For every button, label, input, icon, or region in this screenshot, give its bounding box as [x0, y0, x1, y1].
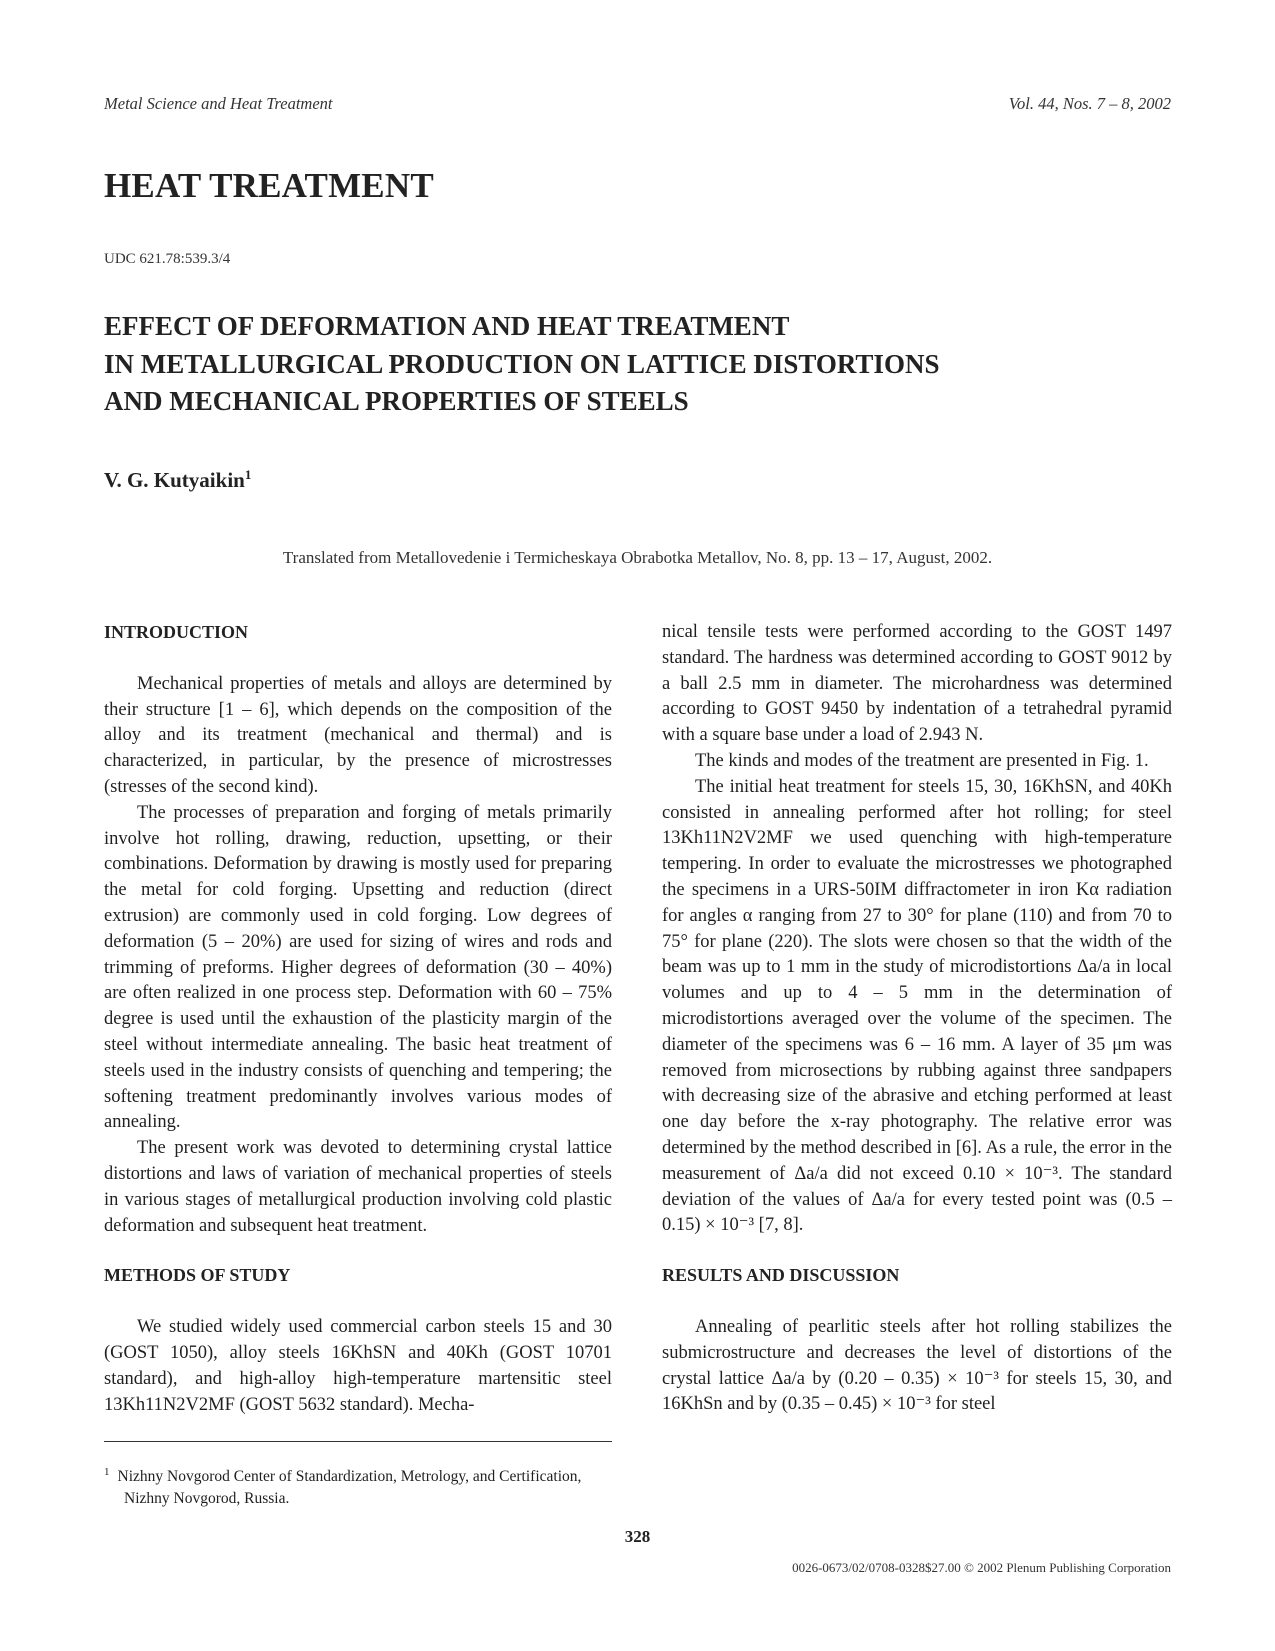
- author-footnote-mark: 1: [244, 467, 252, 482]
- article-title-line: EFFECT OF DEFORMATION AND HEAT TREATMENT: [104, 311, 790, 341]
- right-column: [662, 620, 1172, 1418]
- paragraph: The processes of preparation and forging of metals primarily involve hot rolling, drawing, reduction, upsetting, or their combinations. Deformation by drawing is mostly used for preparing the metal for cold forging. Upsetting and reduction (direct extrusion) are commonly used in cold forging. Low degrees of deformation (5 – 20%) are used for sizing of wires and rods and trimming of preforms. Higher degrees of deformation (30 – 40%) are often realized in one process step. Deformation with 60 – 75% degree is used until the exhaustion of the plasticity margin of the steel without intermediate annealing. The basic heat treatment of steels used in the industry consists of quenching and tempering; the softening treatment predominantly involves various modes of annealing.: [104, 802, 612, 1133]
- volume-info: Vol. 44, Nos. 7 – 8, 2002: [1008, 94, 1171, 113]
- paragraph: Annealing of pearlitic steels after hot rolling stabilizes the submicrostructure and decreases the level of distortions of the crystal lattice Δa/a by (0.20 – 0.35) × 10⁻³ for steels 15, 30, and 16KhSn and by (0.35 – 0.45) × 10⁻³ for steel: [662, 1316, 1172, 1415]
- paragraph: The present work was devoted to determining crystal lattice distortions and laws of variation of mechanical properties of steels in various stages of metallurgical production involving cold plastic deformation and subsequent heat treatment.: [104, 1138, 612, 1236]
- paragraph: We studied widely used commercial carbon steels 15 and 30 (GOST 1050), alloy steels 16KhSN and 40Kh (GOST 10701 standard), and high-alloy high-temperature martensitic steel 13Kh11N2V2MF (GOST 5632 standard). Mecha-: [104, 1317, 612, 1415]
- section-heading-methods: METHODS OF STUDY: [104, 1265, 291, 1286]
- article-title-line: IN METALLURGICAL PRODUCTION ON LATTICE DISTORTIONS: [104, 348, 940, 379]
- footnote-mark: 1: [104, 1466, 110, 1478]
- page-number: 328: [624, 1527, 651, 1546]
- paragraph: The kinds and modes of the treatment are presented in Fig. 1.: [695, 750, 1149, 771]
- copyright-line: 0026-0673/02/0708-0328$27.00 © 2002 Plenum Publishing Corporation: [792, 1560, 1171, 1575]
- author: [104, 467, 251, 493]
- left-column: [104, 620, 612, 1418]
- udc-code: UDC 621.78:539.3/4: [104, 251, 231, 267]
- section-heading-results: RESULTS AND DISCUSSION: [662, 1265, 900, 1286]
- article-title: [104, 308, 939, 421]
- paragraph: The initial heat treatment for steels 15, 30, 16KhSN, and 40Kh consisted in annealing performed after hot rolling; for steel 13Kh11N2V2MF we used quenching with high-temperature tempering. In order to evaluate the microstresses we photographed the specimens in a URS-50IM diffractometer in iron Kα radiation for angles α ranging from 27 to 30° for plane (110) and from 70 to 75° for plane (220). The slots were chosen so that the width of the beam was up to 1 mm in the study of microdistortions Δa/a in local volumes and up to 4 – 5 mm in the determination of microdistortions averaged over the volume of the specimen. The diameter of the specimens was 6 – 16 mm. A layer of 35 μm was removed from microsections by rubbing against three sandpapers with decreasing size of the abrasive and etching performed at least one day before the x-ray photography. The relative error was determined by the method described in [6]. As a rule, the error in the measurement of Δa/a did not exceed 0.10 × 10⁻³. The standard deviation of the values of Δa/a for every tested point was (0.5 – 0.15) × 10⁻³ [7, 8].: [662, 776, 1172, 1236]
- translation-note: Translated from Metallovedenie i Termicheskaya Obrabotka Metallov, No. 8, pp. 13 – 17, August, 2002.: [282, 548, 993, 567]
- section-heading: HEAT TREATMENT: [104, 166, 434, 205]
- footnote-text: Nizhny Novgorod Center of Standardization, Metrology, and Certification, Nizhny Novgorod, Russia.: [117, 1468, 582, 1508]
- article-title-line: AND MECHANICAL PROPERTIES OF STEELS: [104, 386, 689, 416]
- paragraph: Mechanical properties of metals and alloys are determined by their structure [1 – 6], which depends on the composition of the alloy and its treatment (mechanical and thermal) and is characterized, in particular, by the presence of microstresses (stresses of the second kind).: [104, 673, 612, 797]
- journal-name: Metal Science and Heat Treatment: [104, 94, 333, 113]
- footnote: [104, 1461, 612, 1510]
- section-heading-introduction: INTRODUCTION: [104, 622, 249, 642]
- paragraph: nical tensile tests were performed according to the GOST 1497 standard. The hardness was determined according to GOST 9012 by a ball 2.5 mm in diameter. The microhardness was determined according to GOST 9450 by indentation of a tetrahedral pyramid with a square base under a load of 2.943 N.: [662, 622, 1172, 746]
- author-name: V. G. Kutyaikin: [104, 468, 245, 492]
- footnote-rule: [104, 1441, 612, 1442]
